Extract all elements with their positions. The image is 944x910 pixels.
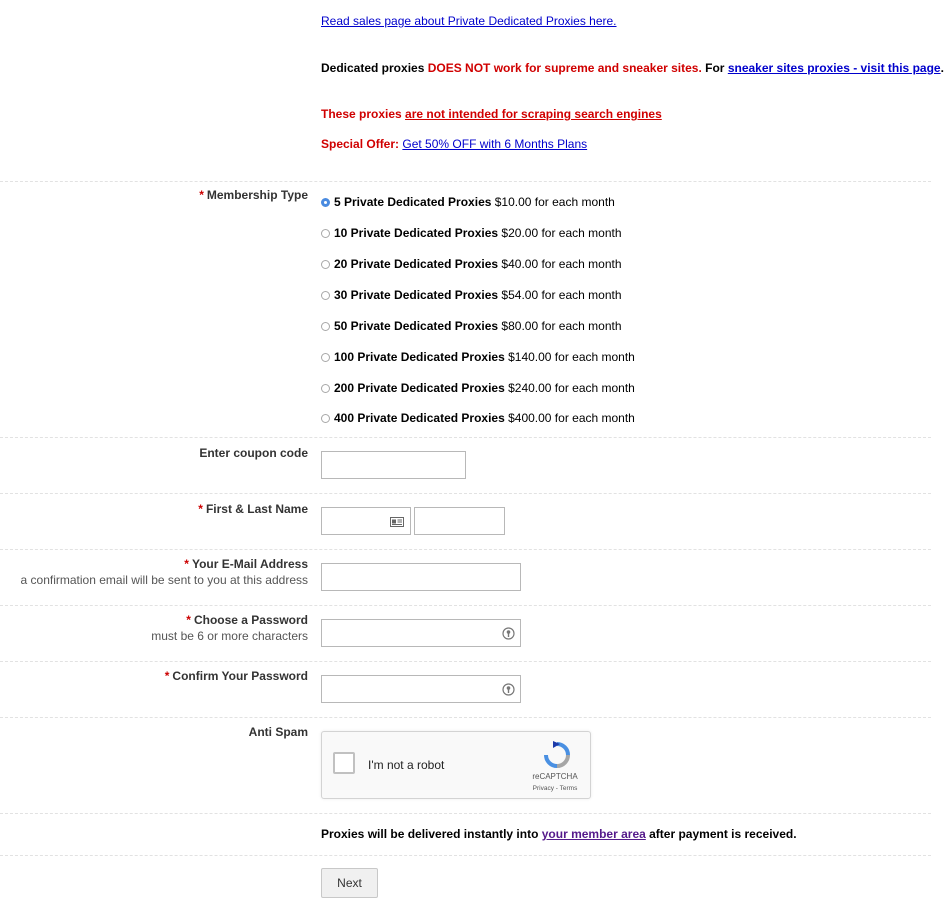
dedicated-suffix: . <box>940 61 944 75</box>
dedicated-notice <box>321 61 944 75</box>
divider <box>0 181 931 182</box>
dedicated-warning: DOES NOT work for supreme and sneaker sites. <box>427 61 702 75</box>
recaptcha-brand: reCAPTCHA <box>532 772 578 781</box>
sneaker-proxies-link[interactable]: sneaker sites proxies - visit this page <box>727 61 941 75</box>
confirm-password-label: * Confirm Your Password <box>164 669 308 683</box>
confirm-password-input[interactable] <box>321 675 521 703</box>
plan-price: $240.00 for each month <box>504 381 635 395</box>
password-input[interactable] <box>321 619 521 647</box>
special-offer-link[interactable]: Get 50% OFF with 6 Months Plans <box>402 137 588 151</box>
plan-price: $80.00 for each month <box>498 319 622 333</box>
dedicated-for: For <box>701 61 728 75</box>
membership-option[interactable] <box>321 287 622 303</box>
plan-name: 50 Private Dedicated Proxies <box>334 319 499 333</box>
divider <box>0 813 931 814</box>
last-name-input[interactable] <box>414 507 505 535</box>
plan-price: $400.00 for each month <box>504 411 635 425</box>
delivery-note <box>321 827 797 841</box>
membership-option[interactable] <box>321 225 622 241</box>
divider <box>0 661 931 662</box>
plan-name: 10 Private Dedicated Proxies <box>334 226 499 240</box>
recaptcha-text: I'm not a robot <box>368 758 445 772</box>
radio-button[interactable] <box>321 353 330 362</box>
radio-button[interactable] <box>321 198 330 207</box>
password-hint: must be 6 or more characters <box>151 629 308 643</box>
divider <box>0 437 931 438</box>
email-label: * Your E-Mail Address <box>184 557 308 571</box>
antispam-label: Anti Spam <box>248 725 308 739</box>
email-input[interactable] <box>321 563 521 591</box>
membership-option[interactable] <box>321 380 635 396</box>
recaptcha-checkbox[interactable] <box>333 752 355 774</box>
plan-name: 5 Private Dedicated Proxies <box>334 195 492 209</box>
password-manager-icon[interactable] <box>502 627 515 640</box>
plan-name: 30 Private Dedicated Proxies <box>334 288 499 302</box>
email-hint: a confirmation email will be sent to you at this address <box>20 573 308 587</box>
first-name-input[interactable] <box>321 507 411 535</box>
membership-option[interactable] <box>321 410 635 426</box>
member-area-link[interactable]: your member area <box>541 827 646 841</box>
plan-name: 20 Private Dedicated Proxies <box>334 257 499 271</box>
membership-option[interactable] <box>321 318 622 334</box>
divider <box>0 717 931 718</box>
recaptcha-privacy-terms[interactable]: Privacy - Terms <box>532 785 578 792</box>
divider <box>0 605 931 606</box>
plan-price: $10.00 for each month <box>491 195 615 209</box>
coupon-label: Enter coupon code <box>199 446 308 460</box>
delivery-prefix: Proxies will be delivered instantly into <box>321 827 542 841</box>
plan-name: 100 Private Dedicated Proxies <box>334 350 505 364</box>
plan-price: $20.00 for each month <box>498 226 622 240</box>
divider <box>0 549 931 550</box>
radio-button[interactable] <box>321 384 330 393</box>
plan-price: $54.00 for each month <box>498 288 622 302</box>
password-label: * Choose a Password <box>186 613 308 627</box>
radio-button[interactable] <box>321 414 330 423</box>
membership-type-label: * Membership Type <box>199 188 308 202</box>
scraping-notice <box>321 107 662 121</box>
coupon-input[interactable] <box>321 451 466 479</box>
radio-button[interactable] <box>321 229 330 238</box>
delivery-suffix: after payment is received. <box>645 827 797 841</box>
plan-name: 200 Private Dedicated Proxies <box>334 381 505 395</box>
plan-price: $140.00 for each month <box>504 350 635 364</box>
special-offer-label: Special Offer: <box>321 137 400 151</box>
radio-button[interactable] <box>321 291 330 300</box>
dedicated-prefix: Dedicated proxies <box>321 61 428 75</box>
scraping-prefix: These proxies <box>321 107 406 121</box>
divider <box>0 855 931 856</box>
membership-option[interactable] <box>321 256 622 272</box>
recaptcha-widget <box>321 731 591 799</box>
divider <box>0 493 931 494</box>
plan-name: 400 Private Dedicated Proxies <box>334 411 505 425</box>
recaptcha-logo-icon <box>542 740 572 770</box>
scraping-link[interactable]: are not intended for scraping search engines <box>405 107 662 121</box>
special-offer <box>321 137 587 151</box>
next-button[interactable]: Next <box>321 868 378 898</box>
name-label: * First & Last Name <box>198 502 308 516</box>
password-manager-icon[interactable] <box>502 683 515 696</box>
plan-price: $40.00 for each month <box>498 257 622 271</box>
contact-card-icon <box>390 517 404 527</box>
radio-button[interactable] <box>321 260 330 269</box>
sales-page-link[interactable]: Read sales page about Private Dedicated Proxies here. <box>321 14 617 28</box>
membership-option[interactable] <box>321 349 635 365</box>
radio-button[interactable] <box>321 322 330 331</box>
membership-option[interactable] <box>321 194 615 210</box>
